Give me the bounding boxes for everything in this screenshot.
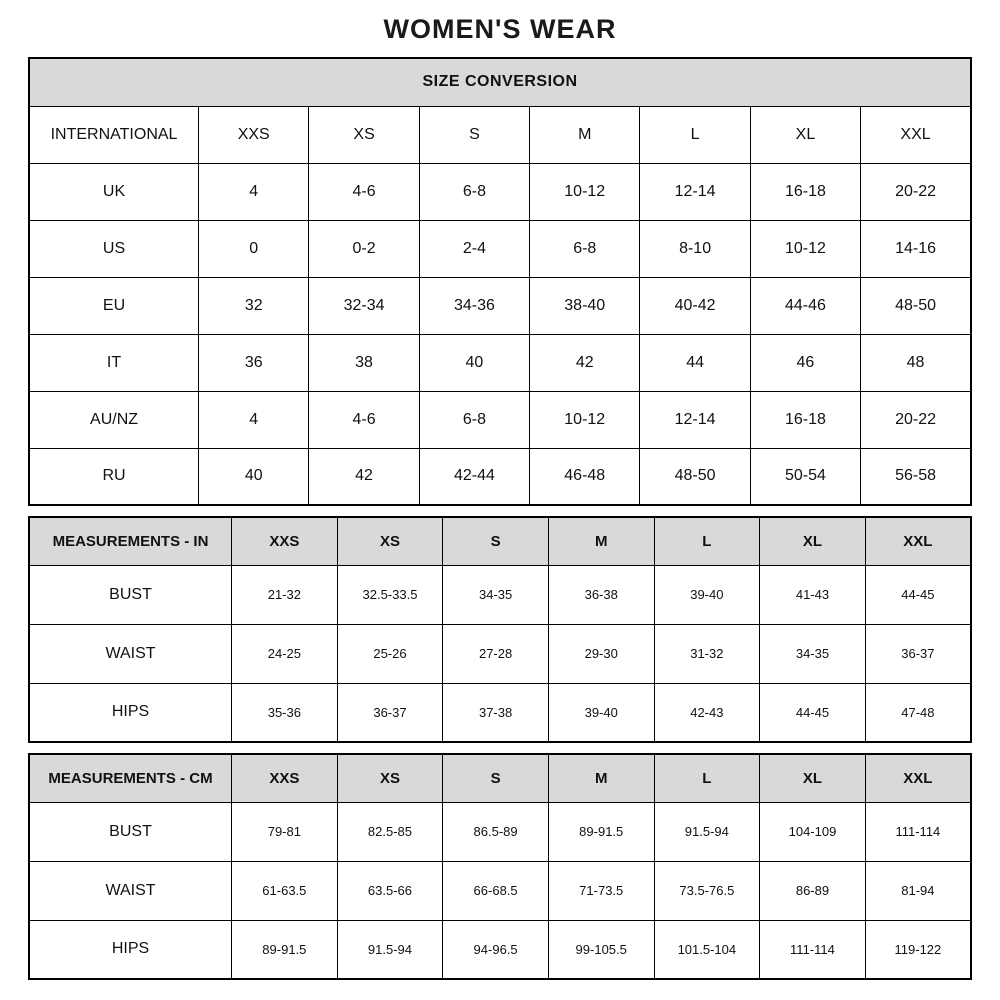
size-column-header-xxs: XXS — [232, 754, 338, 802]
value-cell: 10-12 — [750, 220, 860, 277]
value-cell: 12-14 — [640, 163, 750, 220]
measurements-in-table — [28, 516, 972, 743]
table-row — [29, 106, 971, 163]
size-conversion-body — [29, 106, 971, 505]
value-cell: 4 — [199, 391, 309, 448]
value-cell: 38 — [309, 334, 419, 391]
value-cell: 66-68.5 — [443, 861, 549, 920]
size-column-header-xxl: XXL — [865, 517, 971, 565]
value-cell: 8-10 — [640, 220, 750, 277]
value-cell: 14-16 — [861, 220, 971, 277]
value-cell: 12-14 — [640, 391, 750, 448]
value-cell: 94-96.5 — [443, 920, 549, 979]
measurements-cm-header-row — [29, 754, 971, 802]
value-cell: 56-58 — [861, 448, 971, 505]
size-column-header-s: S — [443, 517, 549, 565]
value-cell: 20-22 — [861, 163, 971, 220]
value-cell: 44-45 — [865, 565, 971, 624]
table-row — [29, 683, 971, 742]
value-cell: 34-35 — [443, 565, 549, 624]
value-cell: 32-34 — [309, 277, 419, 334]
size-column-header-m: M — [548, 754, 654, 802]
value-cell: 6-8 — [419, 391, 529, 448]
measurements-in-title-cell: MEASUREMENTS - IN — [29, 517, 232, 565]
value-cell: 44 — [640, 334, 750, 391]
value-cell: 31-32 — [654, 624, 760, 683]
value-cell: 16-18 — [750, 163, 860, 220]
size-conversion-caption: SIZE CONVERSION — [29, 58, 971, 106]
size-column-header-l: L — [654, 517, 760, 565]
value-cell: 36-37 — [337, 683, 443, 742]
value-cell: 91.5-94 — [654, 802, 760, 861]
value-cell: 101.5-104 — [654, 920, 760, 979]
value-cell: 34-35 — [760, 624, 866, 683]
row-label-cell: EU — [29, 277, 199, 334]
value-cell: 89-91.5 — [548, 802, 654, 861]
value-cell: 44-46 — [750, 277, 860, 334]
value-cell: 6-8 — [419, 163, 529, 220]
row-label-cell: RU — [29, 448, 199, 505]
value-cell: 89-91.5 — [232, 920, 338, 979]
size-column-header-xxs: XXS — [232, 517, 338, 565]
value-cell: 4-6 — [309, 391, 419, 448]
value-cell: 32 — [199, 277, 309, 334]
measurements-in-header-row — [29, 517, 971, 565]
value-cell: 10-12 — [530, 391, 640, 448]
size-column-header-l: L — [654, 754, 760, 802]
table-row — [29, 163, 971, 220]
page-title: WOMEN'S WEAR — [383, 14, 617, 44]
size-conversion-caption-row — [29, 58, 971, 106]
value-cell: 47-48 — [865, 683, 971, 742]
value-cell: L — [640, 106, 750, 163]
value-cell: 82.5-85 — [337, 802, 443, 861]
table-row — [29, 448, 971, 505]
row-label-cell: AU/NZ — [29, 391, 199, 448]
value-cell: XS — [309, 106, 419, 163]
value-cell: 35-36 — [232, 683, 338, 742]
value-cell: 48-50 — [640, 448, 750, 505]
row-label-cell: US — [29, 220, 199, 277]
value-cell: 0-2 — [309, 220, 419, 277]
table-row — [29, 861, 971, 920]
size-column-header-xs: XS — [337, 517, 443, 565]
value-cell: 73.5-76.5 — [654, 861, 760, 920]
value-cell: S — [419, 106, 529, 163]
value-cell: 104-109 — [760, 802, 866, 861]
row-label-cell: INTERNATIONAL — [29, 106, 199, 163]
value-cell: XL — [750, 106, 860, 163]
value-cell: 39-40 — [654, 565, 760, 624]
value-cell: 4-6 — [309, 163, 419, 220]
value-cell: 34-36 — [419, 277, 529, 334]
table-row — [29, 391, 971, 448]
value-cell: 32.5-33.5 — [337, 565, 443, 624]
value-cell: 48-50 — [861, 277, 971, 334]
row-label-cell: WAIST — [29, 861, 232, 920]
value-cell: 10-12 — [530, 163, 640, 220]
value-cell: 21-32 — [232, 565, 338, 624]
value-cell: 37-38 — [443, 683, 549, 742]
value-cell: 61-63.5 — [232, 861, 338, 920]
row-label-cell: BUST — [29, 802, 232, 861]
value-cell: 99-105.5 — [548, 920, 654, 979]
value-cell: 40 — [419, 334, 529, 391]
value-cell: 42 — [530, 334, 640, 391]
value-cell: 86.5-89 — [443, 802, 549, 861]
measurements-in-body — [29, 565, 971, 742]
table-row — [29, 802, 971, 861]
value-cell: 2-4 — [419, 220, 529, 277]
table-row — [29, 920, 971, 979]
row-label-cell: HIPS — [29, 683, 232, 742]
value-cell: 24-25 — [232, 624, 338, 683]
row-label-cell: HIPS — [29, 920, 232, 979]
value-cell: 50-54 — [750, 448, 860, 505]
size-column-header-s: S — [443, 754, 549, 802]
table-row — [29, 565, 971, 624]
row-label-cell: WAIST — [29, 624, 232, 683]
value-cell: 111-114 — [760, 920, 866, 979]
size-column-header-xs: XS — [337, 754, 443, 802]
value-cell: 111-114 — [865, 802, 971, 861]
value-cell: 71-73.5 — [548, 861, 654, 920]
size-column-header-xl: XL — [760, 517, 866, 565]
value-cell: 41-43 — [760, 565, 866, 624]
value-cell: 36-37 — [865, 624, 971, 683]
table-row — [29, 220, 971, 277]
value-cell: 16-18 — [750, 391, 860, 448]
value-cell: 25-26 — [337, 624, 443, 683]
size-column-header-m: M — [548, 517, 654, 565]
table-row — [29, 334, 971, 391]
value-cell: 42-44 — [419, 448, 529, 505]
value-cell: 46 — [750, 334, 860, 391]
value-cell: 40 — [199, 448, 309, 505]
value-cell: 119-122 — [865, 920, 971, 979]
value-cell: 20-22 — [861, 391, 971, 448]
table-row — [29, 624, 971, 683]
size-column-header-xl: XL — [760, 754, 866, 802]
value-cell: 86-89 — [760, 861, 866, 920]
table-row — [29, 277, 971, 334]
measurements-cm-body — [29, 802, 971, 979]
row-label-cell: UK — [29, 163, 199, 220]
row-label-cell: IT — [29, 334, 199, 391]
value-cell: XXS — [199, 106, 309, 163]
value-cell: 46-48 — [530, 448, 640, 505]
value-cell: 44-45 — [760, 683, 866, 742]
value-cell: 79-81 — [232, 802, 338, 861]
measurements-cm-title-cell: MEASUREMENTS - CM — [29, 754, 232, 802]
value-cell: 36 — [199, 334, 309, 391]
value-cell: 36-38 — [548, 565, 654, 624]
value-cell: 6-8 — [530, 220, 640, 277]
value-cell: 39-40 — [548, 683, 654, 742]
value-cell: M — [530, 106, 640, 163]
value-cell: 4 — [199, 163, 309, 220]
value-cell: 38-40 — [530, 277, 640, 334]
measurements-cm-table — [28, 753, 972, 980]
value-cell: 81-94 — [865, 861, 971, 920]
value-cell: 40-42 — [640, 277, 750, 334]
value-cell: 0 — [199, 220, 309, 277]
value-cell: 91.5-94 — [337, 920, 443, 979]
value-cell: 63.5-66 — [337, 861, 443, 920]
size-conversion-table — [28, 57, 972, 506]
value-cell: 27-28 — [443, 624, 549, 683]
value-cell: 48 — [861, 334, 971, 391]
row-label-cell: BUST — [29, 565, 232, 624]
value-cell: 42-43 — [654, 683, 760, 742]
value-cell: 42 — [309, 448, 419, 505]
size-column-header-xxl: XXL — [865, 754, 971, 802]
value-cell: XXL — [861, 106, 971, 163]
value-cell: 29-30 — [548, 624, 654, 683]
